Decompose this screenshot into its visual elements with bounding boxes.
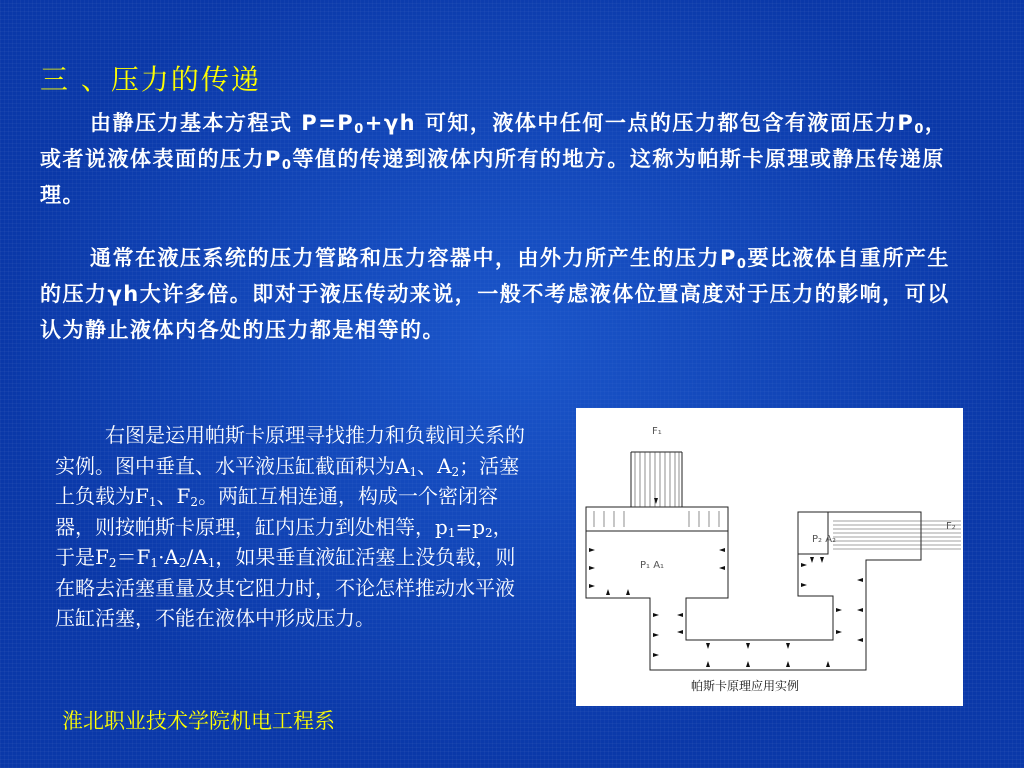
paragraph-pascal-principle: 由静压力基本方程式 $P=P_0+\gamma h$ 可知，液体中任何一点的压力都包含有液面压力$P_0$，或者说液体表面的压力$P_0$等值的传递到液体内所有的地方。这称为帕斯卡原理或静压传递原理。 [40, 111, 948, 207]
pressure-arrows [589, 498, 863, 667]
paragraph-hydraulic-pressure: 通常在液压系统的压力管路和压力容器中，由外力所产生的压力$P_0$要比液体自重所产生的压力γh大许多倍。即对于液压传动来说，一般不考虑液体位置高度对于压力的影响，可以认为静止液体内各处的压力都是相等的。 [40, 246, 950, 342]
section-title: 三 、压力的传递 [40, 63, 261, 96]
pascal-diagram-svg [576, 408, 963, 706]
force-f1-lines [594, 452, 719, 527]
diagram-caption: 帕斯卡原理应用实例 [691, 679, 800, 693]
label-f1: F₁ [652, 426, 662, 437]
label-p2-a2: P₂ A₂ [812, 534, 837, 545]
department-footer: 淮北职业技术学院机电工程系 [62, 709, 335, 733]
force-f2-lines [833, 521, 961, 549]
label-p1-a1: P₁ A₁ [640, 560, 665, 571]
paragraph-example-explanation: 右图是运用帕斯卡原理寻找推力和负载间关系的实例。图中垂直、水平液压缸截面积为$A_1$、$A_2$；活塞上负载为$F_1$、$F_2$。两缸互相连通，构成一个密闭容器，则按帕斯卡原理，缸内压力到处相等，$p_1=p_2$，于是$F_2=F_1\cdot A_2/A_1$，如果垂直液缸活塞上没负载，则在略去活塞重量及其它阻力时，不论怎样推动水平液压缸活塞，不能在液体中形成压力。 [55, 423, 525, 630]
hydraulic-vessel [586, 452, 921, 670]
label-f2: F₂ [946, 521, 956, 532]
pascal-diagram [576, 408, 963, 706]
